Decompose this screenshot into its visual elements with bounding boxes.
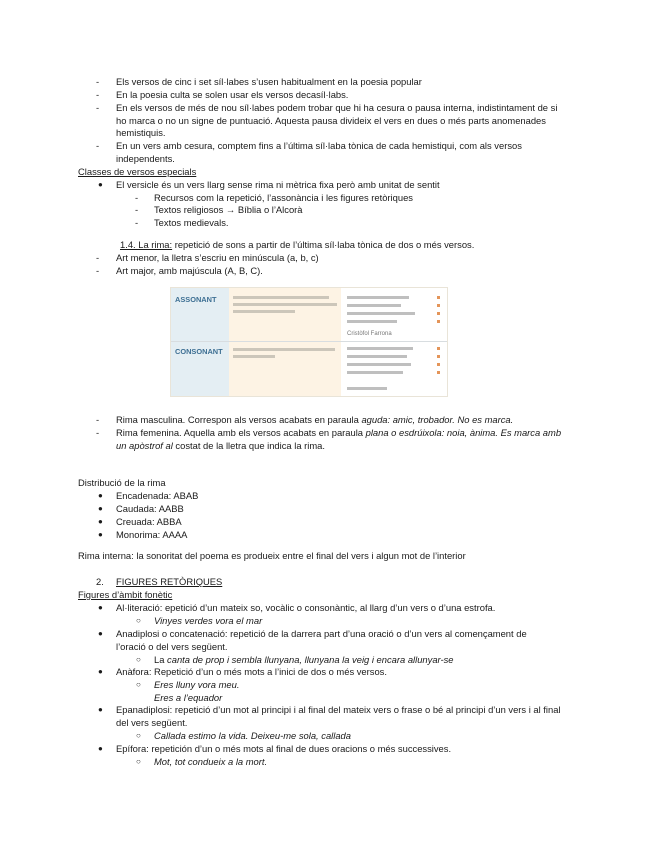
femenina-text-2: costat de la lletra que indica la rima.: [172, 440, 325, 451]
list-item-continuation: del vers següent.: [116, 717, 188, 728]
list-item-continuation: hemistiquis.: [116, 127, 166, 138]
faint-text: [233, 310, 295, 313]
faint-verse: [347, 296, 409, 299]
list-item-continuation: [116, 440, 325, 453]
list-item: [116, 414, 513, 427]
faint-text: [233, 355, 275, 358]
rima-definition: [120, 239, 474, 252]
circle-bullet: ○: [136, 616, 141, 625]
dash-bullet: -: [135, 204, 139, 215]
section-title: FIGURES RETÒRIQUES: [116, 576, 223, 587]
rhyme-marker: [437, 355, 440, 358]
list-item: Recursos com la repetició, l’assonància i les figures retòriques: [154, 192, 413, 203]
example-italic: canta de prop i sembla llunyana, llunyana la veig i encara allunyar-se: [167, 654, 454, 665]
dash-bullet: -: [96, 252, 100, 263]
example: Callada estimo la vida. Deixeu-me sola, callada: [154, 730, 351, 741]
list-item: Textos religiosos → Bíblia o l’Alcorà: [154, 204, 303, 215]
example: [154, 654, 454, 667]
list-item: Anadiplosi o concatenació: repetició de la darrera part d’una oració o d’un vers al començament de: [116, 628, 527, 639]
bullet: ●: [98, 491, 103, 500]
list-item: Textos medievals.: [154, 217, 229, 228]
bullet: ●: [98, 603, 103, 612]
list-item: Al·literació: epetició d’un mateix so, vocàlic o consonàntic, al llarg d’un vers o d’una estrofa.: [116, 602, 496, 613]
section-heading: Distribució de la rima: [78, 477, 166, 488]
bullet: ●: [98, 667, 103, 676]
dash-bullet: -: [96, 140, 100, 151]
example: Eres a l’equador: [154, 692, 223, 703]
assonant-label: ASSONANT: [175, 295, 217, 304]
dash-bullet: -: [96, 265, 100, 276]
list-item: Art menor, la lletra s’escriu en minúscula (a, b, c): [116, 252, 319, 263]
list-item-continuation: ho marca o no un signe de puntuació. Aquesta pausa divideix el vers en dues o més parts anomenades: [116, 115, 546, 126]
table-caption: Cristòfol Farrona: [347, 331, 392, 337]
list-item: Monorima: AAAA: [116, 529, 188, 540]
list-item: Creuada: ABBA: [116, 516, 182, 527]
rhyme-marker: [437, 320, 440, 323]
dash-bullet: -: [96, 76, 100, 87]
rhyme-table-image: [170, 287, 448, 397]
example: Vinyes verdes vora el mar: [154, 615, 263, 626]
faint-verse: [347, 312, 415, 315]
bullet: ●: [98, 530, 103, 539]
circle-bullet: ○: [136, 731, 141, 740]
list-item: Art major, amb majúscula (A, B, C).: [116, 265, 263, 276]
faint-verse: [347, 304, 401, 307]
masculina-text: Rima masculina. Correspon als versos acabats en paraula: [116, 414, 362, 425]
subsection-heading: Figures d’àmbit fonètic: [78, 589, 173, 600]
section-heading: Classes de versos especials: [78, 166, 197, 177]
dash-bullet: -: [96, 427, 100, 438]
rhyme-marker: [437, 304, 440, 307]
dash-bullet: -: [96, 414, 100, 425]
circle-bullet: ○: [136, 655, 141, 664]
circle-bullet: ○: [136, 757, 141, 766]
faint-verse: [347, 363, 411, 366]
list-item-continuation: l’oració o del vers següent.: [116, 641, 228, 652]
faint-verse: [347, 320, 397, 323]
list-item: En la poesia culta se solen usar els versos decasíl·labs.: [116, 89, 349, 100]
example-plain: La: [154, 654, 168, 665]
example: Mot, tot condueix a la mort.: [154, 756, 268, 767]
list-item: Encadenada: ABAB: [116, 490, 199, 501]
list-item: [116, 427, 561, 440]
bullet: ●: [98, 629, 103, 638]
rima-interna: Rima interna: la sonoritat del poema es produeix entre el final del vers i algun mot de l’interior: [78, 550, 466, 561]
dash-bullet: -: [96, 102, 100, 113]
dash-bullet: -: [135, 192, 139, 203]
bullet: ●: [98, 744, 103, 753]
list-item: Epífora: repetición d’un o més mots al final de dues oracions o més successives.: [116, 743, 452, 754]
rhyme-marker: [437, 371, 440, 374]
bullet: ●: [98, 705, 103, 714]
list-item: En els versos de més de nou síl·labes podem trobar que hi ha cesura o pausa interna, indistintament de si: [116, 102, 558, 113]
faint-text: [233, 303, 337, 306]
section-number: 2.: [96, 576, 104, 587]
faint-text: [233, 348, 335, 351]
rhyme-marker: [437, 347, 440, 350]
bullet: ●: [98, 504, 103, 513]
rima-label: 1.4. La rima:: [120, 239, 173, 250]
rima-text: repetició de sons a partir de l’última síl·laba tònica de dos o més versos.: [172, 239, 475, 250]
masculina-italic: aguda: amic, trobador. No es marca.: [361, 414, 514, 425]
dash-bullet: -: [96, 89, 100, 100]
rhyme-marker: [437, 363, 440, 366]
circle-bullet: ○: [136, 680, 141, 689]
faint-verse: [347, 355, 407, 358]
faint-verse: [347, 371, 403, 374]
bullet: ●: [98, 517, 103, 526]
dash-bullet: -: [135, 217, 139, 228]
faint-verse: [347, 387, 387, 390]
femenina-text: Rima femenina. Aquella amb els versos acabats en paraula: [116, 427, 366, 438]
list-item: Anàfora: Repetició d’un o més mots a l’inici de dos o més versos.: [116, 666, 387, 677]
list-item: Els versos de cinc i set síl·labes s’usen habitualment en la poesia popular: [116, 76, 422, 87]
femenina-italic: plana o esdrúixola: noia, ànima. Es marca amb: [365, 427, 562, 438]
bullet: ●: [98, 180, 103, 189]
list-item: El versicle és un vers llarg sense rima ni mètrica fixa però amb unitat de sentit: [116, 179, 440, 190]
rhyme-marker: [437, 312, 440, 315]
consonant-label: CONSONANT: [175, 347, 223, 356]
faint-verse: [347, 347, 413, 350]
faint-text: [233, 296, 329, 299]
femenina-italic-2: un apòstrof al: [116, 440, 173, 451]
list-item: Epanadiplosi: repetició d’un mot al principi i al final del mateix vers o frase o bé al principi d’un vers i al final: [116, 704, 561, 715]
list-item-continuation: independents.: [116, 153, 175, 164]
rhyme-marker: [437, 296, 440, 299]
table-divider: [171, 341, 447, 342]
list-item: Caudada: AABB: [116, 503, 184, 514]
example: Eres lluny vora meu.: [154, 679, 240, 690]
list-item: En un vers amb cesura, comptem fins a l’última síl·laba tònica de cada hemistiqui, com als versos: [116, 140, 522, 151]
